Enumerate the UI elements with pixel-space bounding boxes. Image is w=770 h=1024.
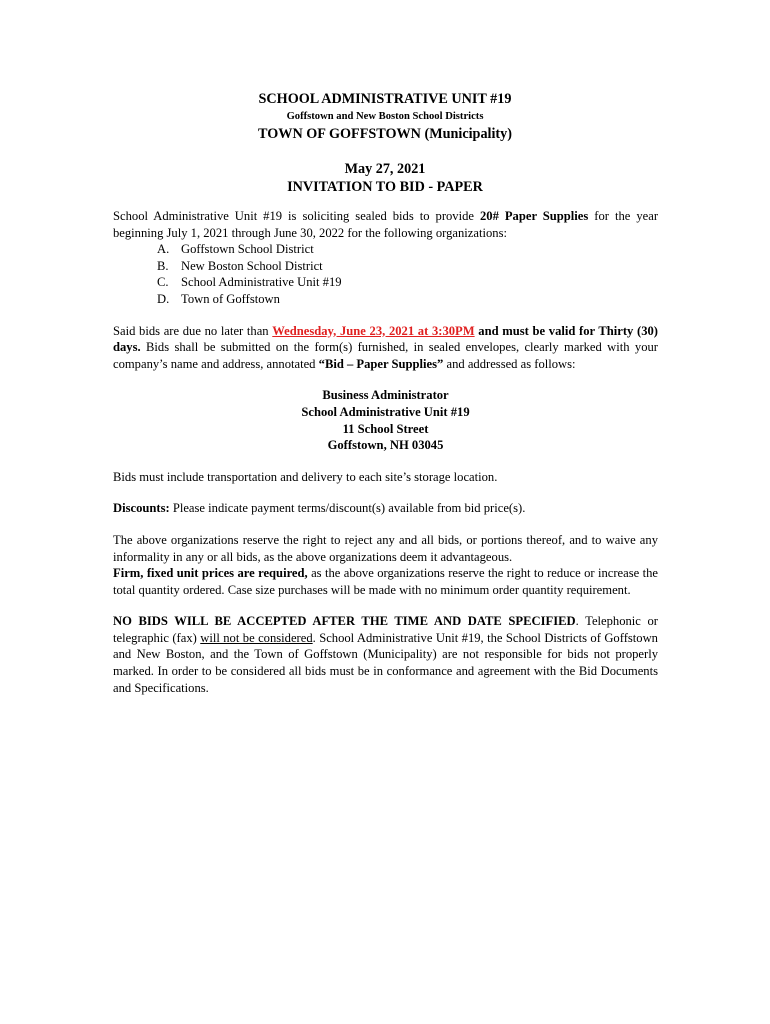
validity-bold: and must be valid for Thirty (30) days. bbox=[113, 323, 658, 355]
due-text-2: Bids shall be submitted on the form(s) furnished, in sealed envelopes, clearly marked with your company’s name and address, annotated bbox=[113, 340, 658, 371]
org-name: SCHOOL ADMINISTRATIVE UNIT #19 bbox=[258, 91, 512, 107]
letterhead bbox=[0, 89, 770, 196]
address-line: Goffstown, NH 03045 bbox=[327, 438, 444, 453]
list-item-text: New Boston School District bbox=[181, 258, 323, 273]
due-paragraph bbox=[113, 323, 658, 373]
town-name: TOWN OF GOFFSTOWN (Municipality) bbox=[258, 126, 512, 142]
address-line: Business Administrator bbox=[322, 388, 449, 403]
discounts-text: Please indicate payment terms/discount(s) available from bid price(s). bbox=[169, 501, 526, 516]
not-considered-underline: will not be considered bbox=[200, 630, 313, 645]
list-marker: B. bbox=[157, 258, 169, 273]
firm-prices-bold: Firm, fixed unit prices are required, bbox=[113, 566, 308, 581]
document-date: May 27, 2021 bbox=[344, 161, 426, 177]
districts-subtitle: Goffstown and New Boston School Districts bbox=[286, 111, 484, 122]
list-item bbox=[113, 274, 658, 291]
transport-paragraph: Bids must include transportation and delivery to each site’s storage location. bbox=[113, 469, 498, 484]
bid-annotation-bold: “Bid – Paper Supplies” bbox=[318, 356, 444, 371]
list-item-text: Town of Goffstown bbox=[181, 291, 280, 306]
intro-paragraph bbox=[113, 208, 658, 241]
discounts-label: Discounts: bbox=[113, 501, 170, 516]
list-item-text: School Administrative Unit #19 bbox=[181, 275, 342, 290]
list-marker: D. bbox=[157, 291, 170, 306]
due-text-1: Said bids are due no later than bbox=[113, 323, 273, 338]
discounts-paragraph bbox=[113, 500, 658, 517]
list-item bbox=[113, 258, 658, 275]
document-body bbox=[113, 208, 658, 696]
closing-text-2: . School Administrative Unit #19, the School Districts of Goffstown and New Boston, and the Town of Goffstown (Municipality) are not responsible for bids not properly marked. In order to be considered all bids must be in conformance and agreement with the Bid Documents and Specifications. bbox=[113, 630, 658, 695]
rights-text-2: as the above organizations reserve the right to reduce or increase the total quantity ordered. Case size purchases will be made with no minimum order quantity requirement. bbox=[113, 566, 658, 597]
list-marker: C. bbox=[157, 275, 169, 290]
list-marker: A. bbox=[157, 242, 170, 257]
due-text-3: and addressed as follows: bbox=[443, 356, 576, 371]
intro-bold-product: 20# Paper Supplies bbox=[479, 209, 589, 223]
list-item bbox=[113, 291, 658, 308]
address-line: School Administrative Unit #19 bbox=[301, 404, 470, 419]
list-item bbox=[113, 241, 658, 258]
rights-paragraph bbox=[113, 532, 658, 598]
no-bids-bold: NO BIDS WILL BE ACCEPTED AFTER THE TIME AND DATE SPECIFIED bbox=[113, 614, 576, 629]
address-line: 11 School Street bbox=[342, 421, 429, 436]
document-title: INVITATION TO BID - PAPER bbox=[287, 179, 483, 195]
closing-text-1: . Telephonic or telegraphic (fax) bbox=[113, 614, 658, 645]
organization-list bbox=[113, 241, 658, 307]
intro-text-1: School Administrative Unit #19 is soliciting sealed bids to provide bbox=[113, 209, 480, 223]
intro-text-2: for the year beginning July 1, 2021 through June 30, 2022 for the following organizations: bbox=[113, 209, 659, 240]
list-item-text: Goffstown School District bbox=[181, 242, 314, 257]
closing-paragraph bbox=[113, 613, 658, 696]
mailing-address bbox=[113, 387, 658, 453]
deadline-date: Wednesday, June 23, 2021 at 3:30PM bbox=[272, 323, 475, 338]
rights-text: The above organizations reserve the right to reject any and all bids, or portions thereof, and to waive any informality in any or all bids, as the above organizations deem it advantageous. bbox=[113, 532, 658, 564]
